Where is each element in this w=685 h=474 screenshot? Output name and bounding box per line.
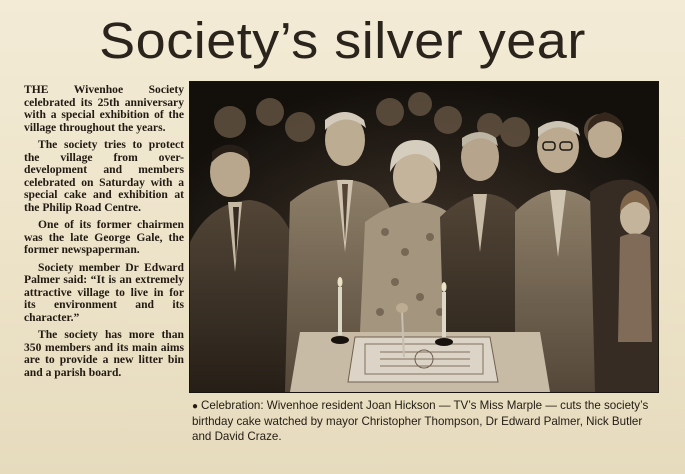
headline: Society’s silver year bbox=[99, 12, 586, 70]
celebration-photo bbox=[190, 82, 658, 392]
article-paragraph-4: Society member Dr Edward Palmer said: “It is an extremely attractive village to live in for its environment and its character.” bbox=[24, 260, 184, 324]
article-body bbox=[24, 84, 184, 384]
caption-bullet: ● bbox=[192, 401, 199, 412]
article-paragraph-1: THE Wivenhoe Society celebrated its 25th anniversary with a special exhibition of the village throughout the years. bbox=[24, 83, 184, 134]
photo-caption bbox=[192, 398, 662, 444]
article-paragraph-5: The society has more than 350 members and its main aims are to provide a new litter bin and a parish board. bbox=[24, 328, 184, 379]
caption-text: Celebration: Wivenhoe resident Joan Hickson — TV’s Miss Marple — cuts the society’s birthday cake watched by mayor Christopher Thompson, Dr Edward Palmer, Nick Butler and David Craze. bbox=[192, 399, 649, 443]
photo-illustration bbox=[190, 82, 658, 392]
article-paragraph-3: One of its former chairmen was the late George Gale, the former newspaperman. bbox=[24, 218, 184, 256]
article-paragraph-2: The society tries to protect the village from over-development and members celebrated on Saturday with a special cake and exhibition at the Philip Road Centre. bbox=[24, 138, 184, 214]
